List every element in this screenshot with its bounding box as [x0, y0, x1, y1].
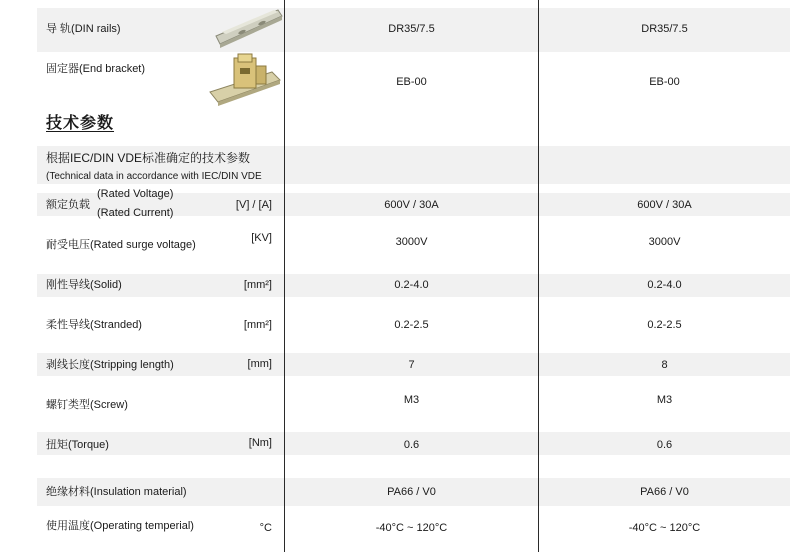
solid-wire-value-col1: 0.2-4.0	[394, 279, 429, 291]
tech-intro-line2: (Technical data in accordance with IEC/DIN VDE	[46, 171, 262, 182]
solid-wire-value-col2: 0.2-4.0	[647, 279, 682, 291]
torque-unit: [Nm]	[248, 437, 272, 449]
surge-voltage-value-col1: 3000V	[395, 236, 428, 248]
end-bracket-label: 固定器(End bracket)	[46, 63, 146, 75]
rated-unit: [V] / [A]	[235, 199, 272, 211]
end-bracket-value-col1: EB-00	[396, 76, 427, 88]
screw-type-label: 螺钉类型(Screw)	[46, 399, 128, 411]
insulation-material-value-col1: PA66 / V0	[387, 486, 436, 498]
stranded-wire-label: 柔性导线(Stranded)	[46, 319, 142, 331]
surge-voltage-unit: [KV]	[251, 232, 272, 244]
torque-label: 扭矩(Torque)	[46, 439, 109, 451]
insulation-material-value-col2: PA66 / V0	[640, 486, 689, 498]
operating-temperature-value-col1: -40°C ~ 120°C	[375, 522, 448, 534]
torque-value-col1: 0.6	[403, 439, 420, 451]
solid-wire-unit: [mm²]	[243, 279, 272, 291]
stranded-wire-value-col1: 0.2-2.5	[394, 319, 429, 331]
rated-load-label: 额定负载	[46, 199, 90, 211]
stranded-wire-value-col2: 0.2-2.5	[647, 319, 682, 331]
din-rail-label: 导 轨(DIN rails)	[46, 23, 121, 35]
operating-temperature-unit: °C	[259, 522, 272, 534]
surge-voltage-value-col2: 3000V	[648, 236, 681, 248]
operating-temperature-value-col2: -40°C ~ 120°C	[628, 522, 701, 534]
section-title: 技术参数	[46, 115, 115, 132]
solid-wire-label: 刚性导线(Solid)	[46, 279, 122, 291]
din-rail-image	[212, 6, 284, 50]
rated-voltage-label: (Rated Voltage)	[97, 188, 174, 200]
din-rail-value-col2: DR35/7.5	[641, 23, 688, 35]
stripping-length-unit: [mm]	[247, 358, 272, 370]
stripping-length-label: 剥线长度(Stripping length)	[46, 359, 174, 371]
operating-temperature-label: 使用温度(Operating temperial)	[46, 520, 194, 532]
end-bracket-value-col2: EB-00	[649, 76, 680, 88]
stripping-length-value-col2: 8	[661, 359, 668, 371]
din-rail-value-col1: DR35/7.5	[388, 23, 435, 35]
end-bracket-image	[208, 52, 282, 106]
screw-type-value-col1: M3	[403, 394, 420, 406]
stripping-length-value-col1: 7	[408, 359, 415, 371]
rated-current-label: (Rated Current)	[97, 207, 174, 219]
rated-value-col2: 600V / 30A	[637, 199, 692, 211]
torque-value-col2: 0.6	[656, 439, 673, 451]
insulation-material-label: 绝缘材料(Insulation material)	[46, 486, 187, 498]
screw-type-value-col2: M3	[656, 394, 673, 406]
stranded-wire-unit: [mm²]	[243, 319, 272, 331]
rated-value-col1: 600V / 30A	[384, 199, 439, 211]
tech-intro-line1: 根据IEC/DIN VDE标准确定的技术参数	[46, 151, 251, 165]
surge-voltage-label: 耐受电压(Rated surge voltage)	[46, 239, 196, 251]
